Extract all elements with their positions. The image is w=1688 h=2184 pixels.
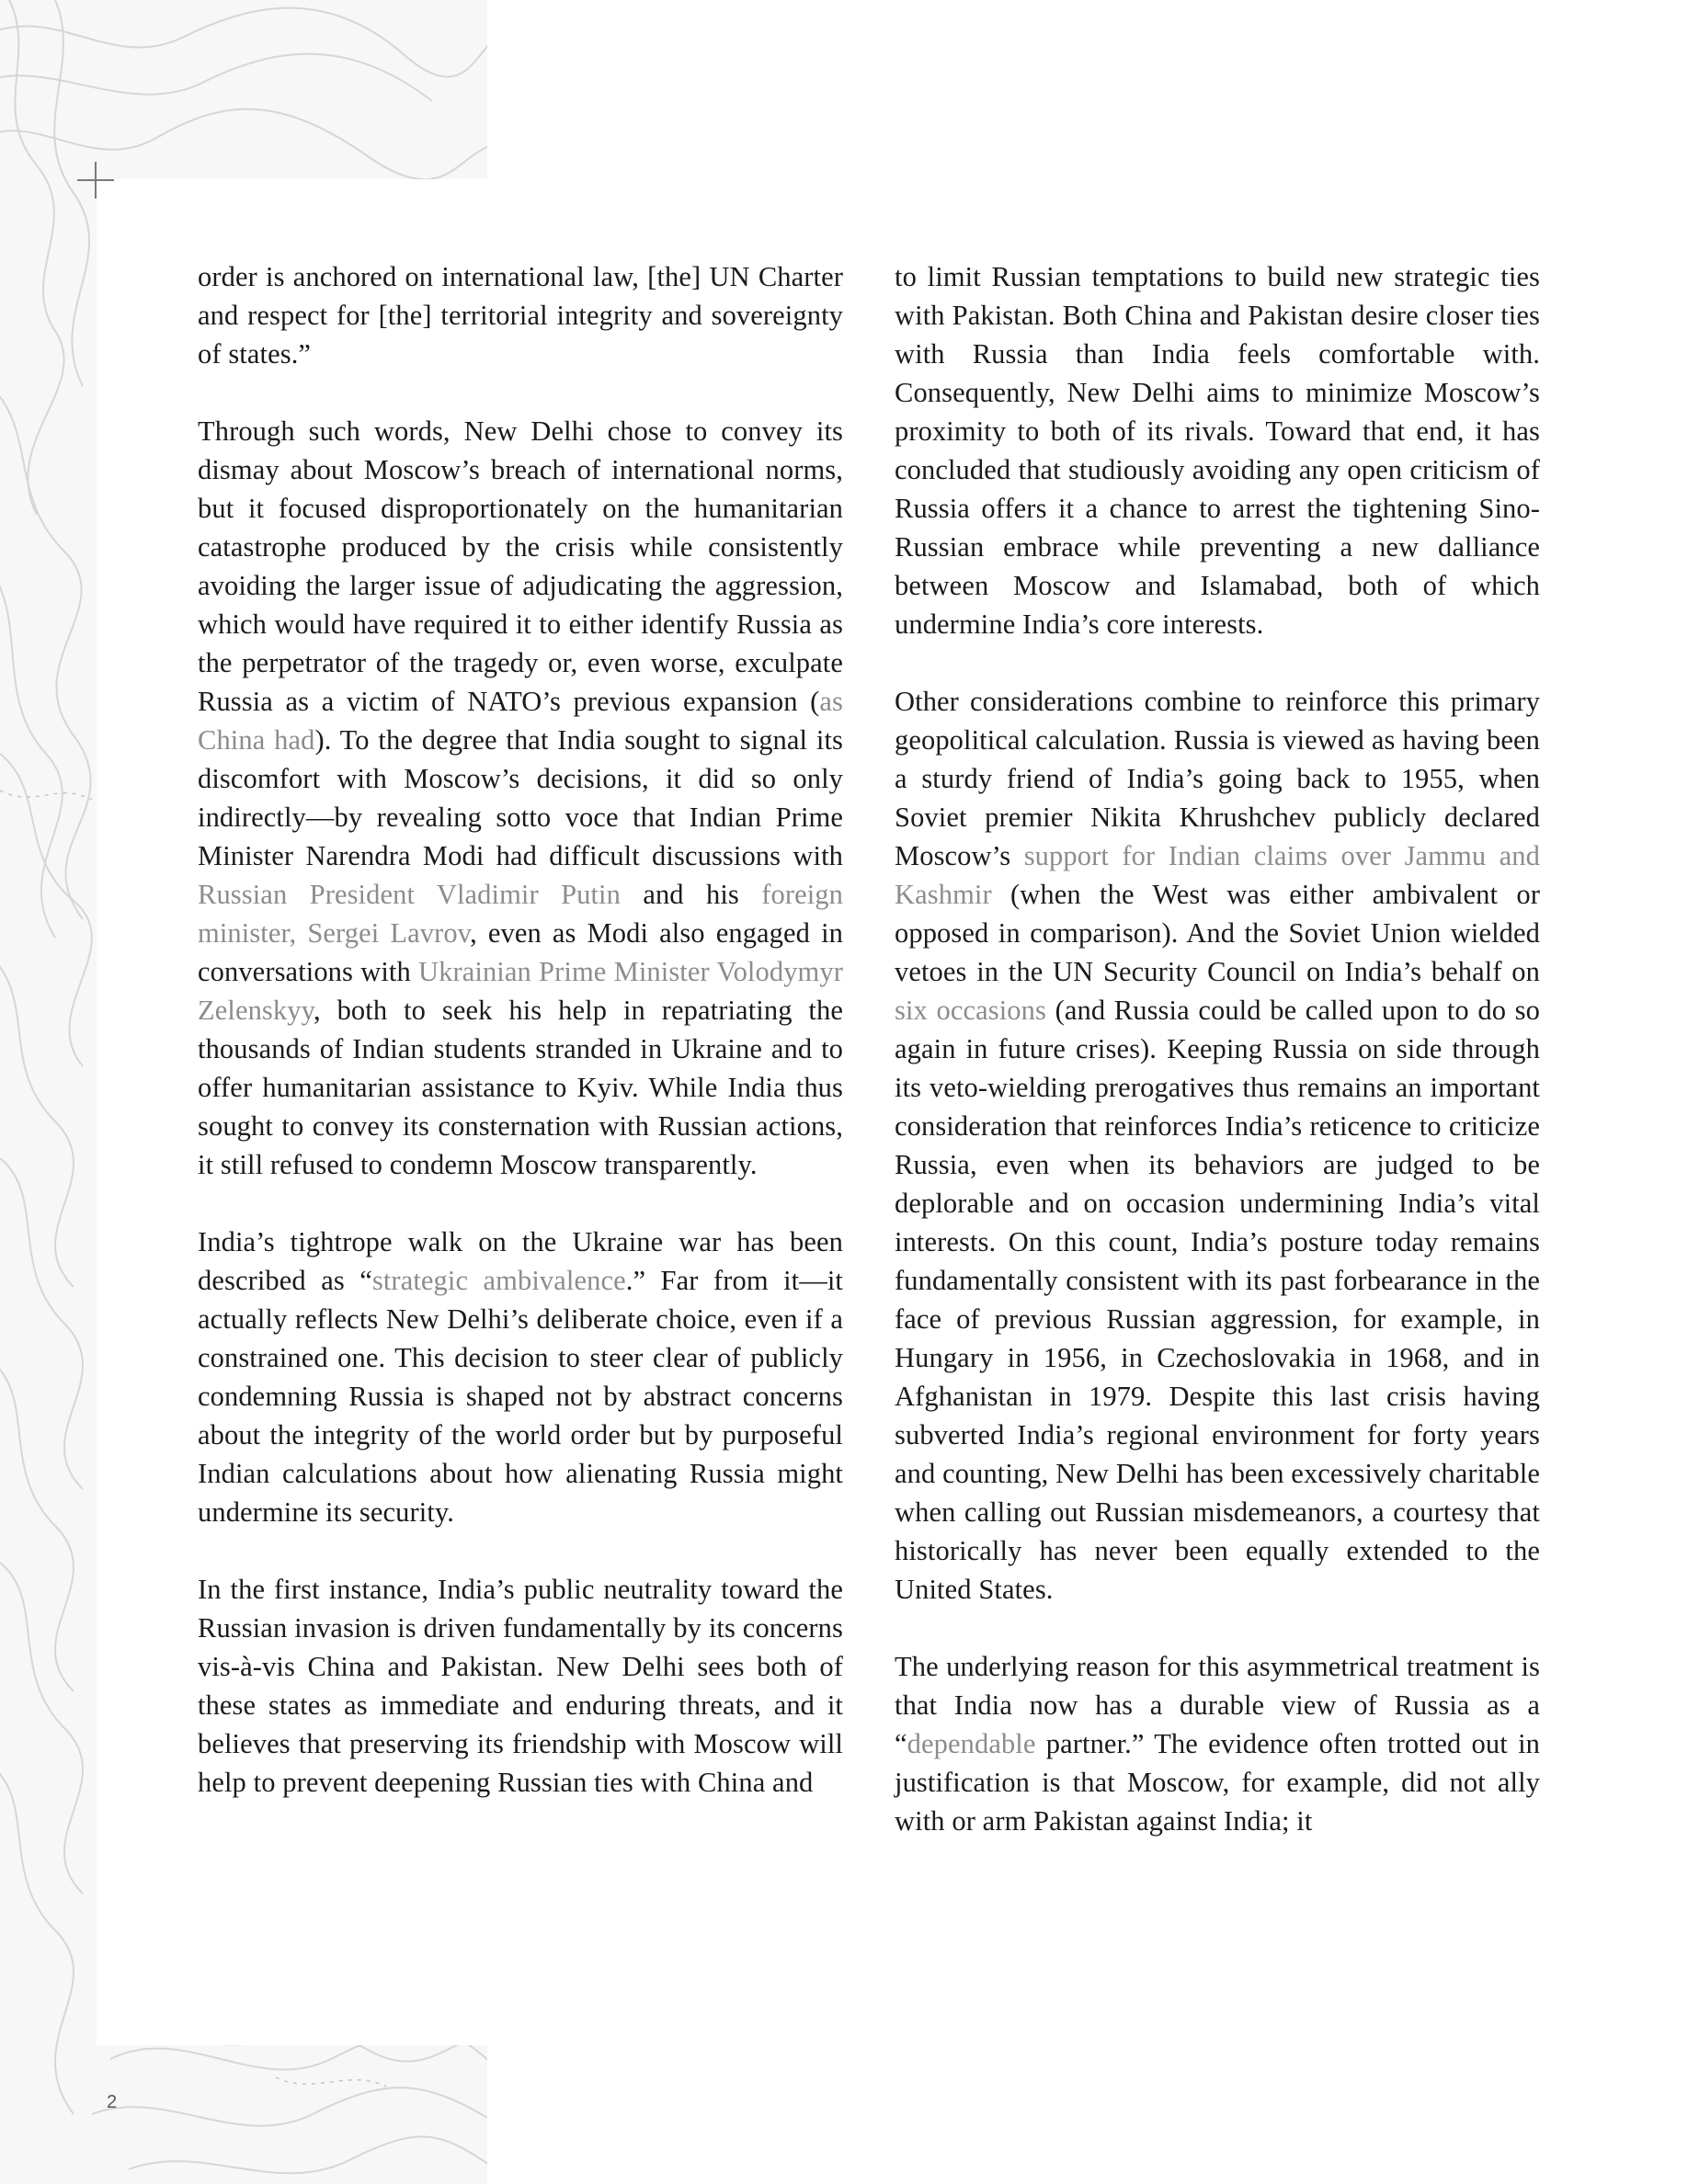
text-run: The underlying reason for this asymmetrical treatment is that India now has a durable view of Russia as a “ bbox=[895, 1651, 1540, 1759]
text-run: and his bbox=[620, 879, 762, 910]
paragraph bbox=[895, 682, 1540, 1609]
text-run: India’s tightrope walk on the Ukraine war has been described as “ bbox=[198, 1226, 843, 1296]
text-run: to limit Russian temptations to build new strategic ties with Pakistan. Both China and Pakistan desire closer ties with Russia than India feels comfortable with. Consequently, New Delhi aims to minimize Moscow’s proximity to both of its rivals. Toward that end, it has concluded that studiously avoiding any open criticism of Russia offers it a chance to arrest the tightening Sino-Russian embrace while preventing a new dalliance between Moscow and Islamabad, both of which undermine India’s core interests. bbox=[895, 261, 1540, 640]
left-column bbox=[198, 257, 843, 1840]
paragraph bbox=[198, 1570, 843, 1802]
paragraph bbox=[895, 257, 1540, 643]
inline-link[interactable]: Ukrainian Prime Minister Volodymyr Zelenskyy bbox=[198, 956, 843, 1026]
text-run: , both to seek his help in repatriating the thousands of Indian students stranded in Ukraine and to offer humanitarian assistance to Kyiv. While India thus sought to convey its consternation with Russian actions, it still refused to condemn Moscow transparently. bbox=[198, 995, 843, 1180]
inline-link[interactable]: six occasions bbox=[895, 995, 1046, 1026]
inline-link[interactable]: dependable bbox=[907, 1728, 1036, 1759]
text-run: , even as Modi also engaged in conversations with bbox=[198, 917, 844, 987]
right-column bbox=[895, 257, 1540, 1840]
plus-icon bbox=[77, 162, 114, 199]
text-run: (and Russia could be called upon to do so again in future crises). Keeping Russia on side through its veto-wielding prerogatives thus remains an important consideration that reinforces India’s reticence to criticize Russia, even when its behaviors are judged to be deplorable and on occasion undermining India’s vital interests. On this count, India’s posture today remains fundamentally consistent with its past forbearance in the face of previous Russian aggression, for example, in Hungary in 1956, in Czechoslovakia in 1968, and in Afghanistan in 1979. Despite this last crisis having subverted India’s regional environment for forty years and counting, New Delhi has been excessively charitable when calling out Russian misdemeanors, a courtesy that historically has never been equally extended to the United States. bbox=[895, 995, 1540, 1605]
inline-link[interactable]: Russian President Vladimir Putin bbox=[198, 879, 621, 910]
inline-link[interactable]: foreign minister, Sergei Lavrov bbox=[198, 879, 843, 949]
text-run: Other considerations combine to reinforce this primary geopolitical calculation. Russia is viewed as having been a sturdy friend of India’s going back to 1955, when Soviet premier Nikita Khrushchev publicly declared Moscow’s bbox=[895, 686, 1540, 871]
inline-link[interactable]: as China had bbox=[198, 686, 843, 756]
text-run: partner.” The evidence often trotted out in justification is that Moscow, for example, did not ally with or arm Pakistan against India; it bbox=[895, 1728, 1540, 1837]
text-run: order is anchored on international law, [the] UN Charter and respect for [the] territorial integrity and sovereignty of states.” bbox=[198, 261, 843, 370]
text-run: In the first instance, India’s public neutrality toward the Russian invasion is driven fundamentally by its concerns vis-à-vis China and Pakistan. New Delhi sees both of these states as immediate and enduring threats, and it believes that preserving its friendship with Moscow will help to prevent deepening Russian ties with China and bbox=[198, 1574, 843, 1798]
text-run: Through such words, New Delhi chose to convey its dismay about Moscow’s breach of international norms, but it focused disproportionately on the humanitarian catastrophe produced by the crisis while consistently avoiding the larger issue of adjudicating the aggression, which would have required it to either identify Russia as the perpetrator of the tragedy or, even worse, exculpate Russia as a victim of NATO’s previous expansion ( bbox=[198, 415, 843, 717]
paragraph bbox=[198, 412, 843, 1184]
text-run: ). To the degree that India sought to signal its discomfort with Moscow’s decisions, it did so only indirectly—by revealing sotto voce that Indian Prime Minister Narendra Modi had difficult discussions with bbox=[198, 724, 843, 871]
text-run: .” Far from it—it actually reflects New Delhi’s deliberate choice, even if a constrained one. This decision to steer clear of publicly condemning Russia is shaped not by abstract concerns about the integrity of the world order but by purposeful Indian calculations about how alienating Russia might undermine its security. bbox=[198, 1265, 843, 1528]
text-run: (when the West was either ambivalent or opposed in comparison). And the Soviet Union wielded vetoes in the UN Security Council on India’s behalf on bbox=[895, 879, 1540, 987]
paragraph bbox=[895, 1647, 1540, 1840]
inline-link[interactable]: strategic ambivalence bbox=[371, 1265, 626, 1296]
page-number: 2 bbox=[107, 2092, 118, 2112]
article-body bbox=[198, 257, 1540, 1840]
paragraph bbox=[198, 257, 843, 373]
inline-link[interactable]: support for Indian claims over Jammu and Kashmir bbox=[895, 840, 1541, 910]
paragraph bbox=[198, 1223, 843, 1531]
